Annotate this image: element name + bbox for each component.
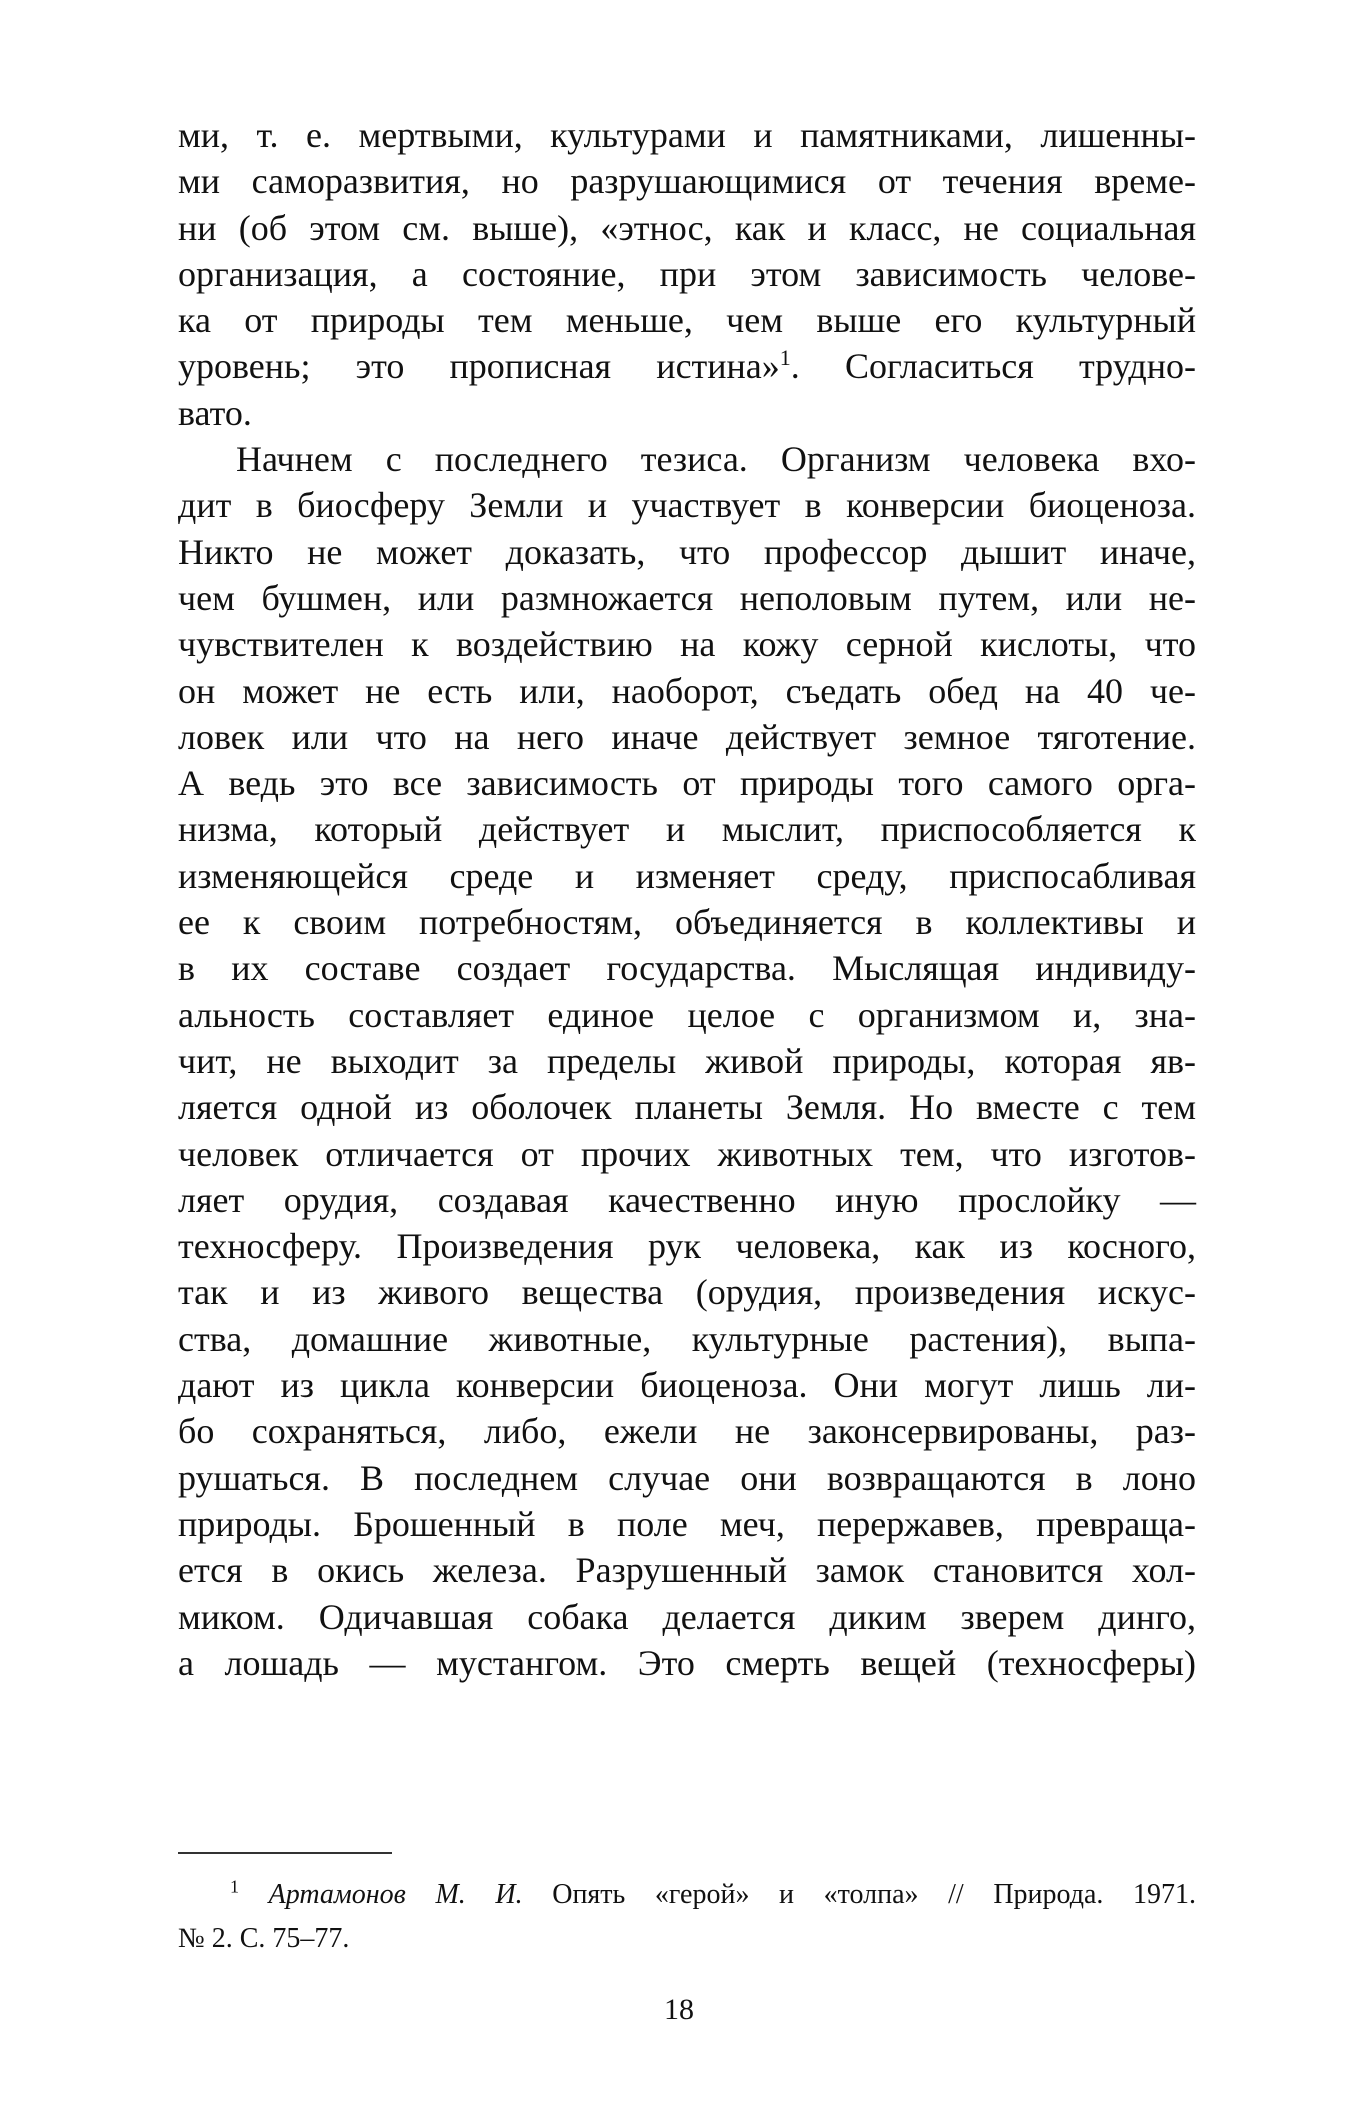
footnote-line: № 2. С. 75–77. (178, 1923, 350, 1954)
text-line: низма, который действует и мыслит, приспособляется к (178, 809, 1196, 850)
text-line: ни (об этом см. выше), «этнос, как и класс, не социальная (178, 207, 1196, 248)
text-line: организация, а состояние, при этом зависимость челове- (178, 253, 1196, 294)
text-line: миком. Одичавшая собака делается диким зверем динго, (178, 1596, 1196, 1637)
text-line: природы. Брошенный в поле меч, перержавев, превраща- (178, 1503, 1196, 1544)
footnote-divider (178, 1852, 392, 1854)
footnote-number: 1 (230, 1876, 239, 1897)
text-line: в их составе создает государства. Мыслящая индивиду- (178, 948, 1196, 989)
text-line: Начнем с последнего тезиса. Организм человека вхо- (236, 439, 1196, 480)
main-text (178, 112, 1196, 1686)
text-line: ми саморазвития, но разрушающимися от течения време- (178, 161, 1196, 202)
footnote (178, 1873, 1196, 1961)
text-line: чем бушмен, или размножается неполовым путем, или не- (178, 577, 1196, 618)
text-line: чит, не выходит за пределы живой природы, которая яв- (178, 1040, 1196, 1081)
footnote-author: Артамонов М. И. (268, 1879, 523, 1910)
text-line: он может не есть или, наоборот, съедать обед на 40 че- (178, 670, 1196, 711)
footnote-text: Опять «герой» и «толпа» // Природа. 1971. (522, 1879, 1197, 1910)
text-line: рушаться. В последнем случае они возвращаются в лоно (178, 1457, 1196, 1498)
text-line: ее к своим потребностям, объединяется в коллективы и (178, 902, 1196, 943)
text-segment: уровень; это прописная истина» (178, 346, 780, 387)
text-line: человек отличается от прочих животных тем, что изготов- (178, 1133, 1196, 1174)
text-line: а лошадь — мустангом. Это смерть вещей (техносферы) (178, 1642, 1196, 1683)
text-line: ляется одной из оболочек планеты Земля. Но вместе с тем (178, 1087, 1196, 1128)
text-line: ства, домашние животные, культурные растения), выпа- (178, 1318, 1196, 1359)
text-line: Никто не может доказать, что профессор дышит иначе, (178, 531, 1196, 572)
text-line: ляет орудия, создавая качественно иную прослойку — (178, 1179, 1196, 1220)
text-line: чувствителен к воздействию на кожу серной кислоты, что (178, 624, 1196, 665)
text-line: А ведь это все зависимость от природы того самого орга- (178, 763, 1196, 804)
text-line: дают из цикла конверсии биоценоза. Они могут лишь ли- (178, 1365, 1196, 1406)
text-line: бо сохраняться, либо, ежели не законсервированы, раз- (178, 1411, 1196, 1452)
text-line: техносферу. Произведения рук человека, как из косного, (178, 1226, 1196, 1267)
text-line: ми, т. е. мертвыми, культурами и памятниками, лишенны- (178, 115, 1196, 155)
text-line: изменяющейся среде и изменяет среду, приспосабливая (178, 855, 1196, 896)
text-line: дит в биосферу Земли и участвует в конверсии биоценоза. (178, 485, 1196, 526)
page-number: 18 (664, 1993, 694, 2026)
text-line-with-footnote-ref (178, 343, 1196, 389)
footnote-line (178, 1873, 1196, 1917)
footnote-ref[interactable]: 1 (779, 345, 791, 371)
text-line: вато. (178, 392, 252, 433)
text-line: ется в окись железа. Разрушенный замок становится хол- (178, 1550, 1196, 1591)
text-line: ловек или что на него иначе действует земное тяготение. (178, 716, 1196, 757)
text-segment: . Согласиться трудно- (790, 346, 1196, 387)
text-line: ка от природы тем меньше, чем выше его культурный (178, 300, 1196, 341)
text-line: так и из живого вещества (орудия, произведения искус- (178, 1272, 1196, 1313)
text-line: альность составляет единое целое с организмом и, зна- (178, 994, 1196, 1035)
